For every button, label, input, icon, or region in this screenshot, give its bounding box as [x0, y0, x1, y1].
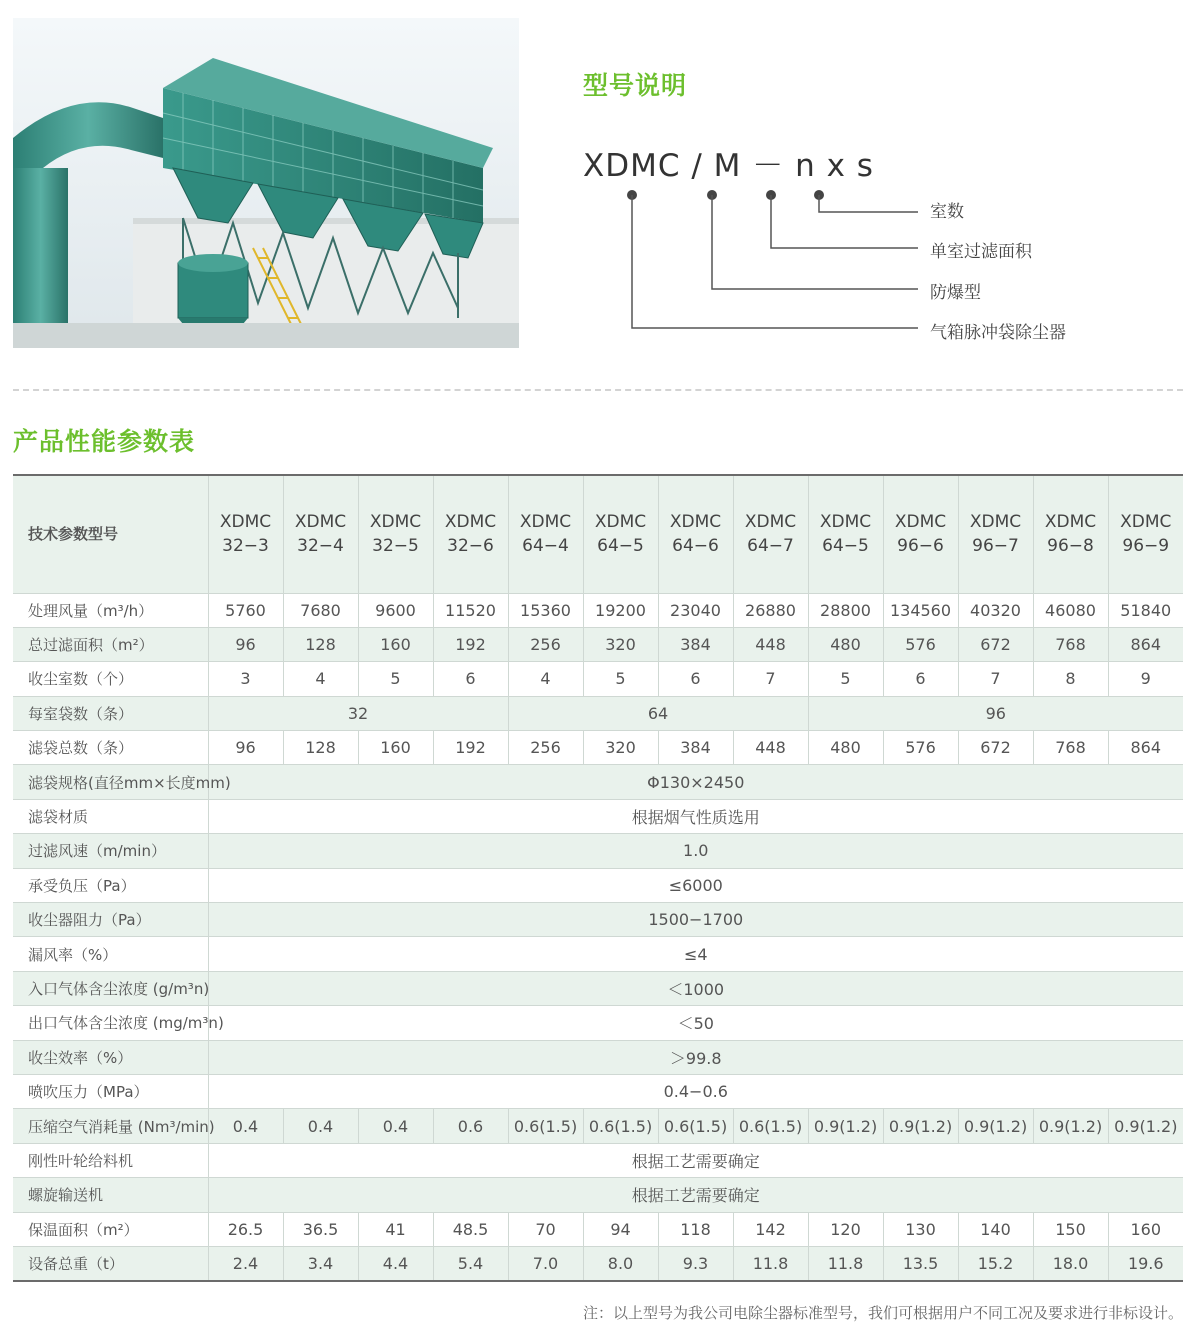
table-row — [13, 593, 1183, 627]
table-cell: 1.0 — [208, 834, 1183, 868]
table-cell: 41 — [358, 1212, 433, 1246]
table-row — [13, 1040, 1183, 1074]
model-series: XDMC — [744, 512, 797, 533]
table-cell: 5.4 — [433, 1246, 508, 1280]
dust-collector-photo — [13, 18, 519, 348]
table-cell: ＜50 — [208, 1006, 1183, 1040]
table-cell: 5 — [358, 662, 433, 696]
table-cell: 448 — [733, 731, 808, 765]
parameter-label: 过滤风速（m/min） — [13, 834, 208, 868]
table-cell: 672 — [958, 627, 1033, 661]
table-row — [13, 662, 1183, 696]
table-cell: 128 — [283, 731, 358, 765]
table-cell: 576 — [883, 627, 958, 661]
parameter-label: 保温面积（m²） — [13, 1212, 208, 1246]
table-cell: 94 — [583, 1212, 658, 1246]
parameter-label: 收尘室数（个） — [13, 662, 208, 696]
table-cell: 480 — [808, 731, 883, 765]
model-size: 64−7 — [747, 536, 794, 557]
model-column-header — [208, 475, 283, 593]
model-size: 32−3 — [222, 536, 269, 557]
table-cell: 7680 — [283, 593, 358, 627]
table-cell: 0.6(1.5) — [658, 1109, 733, 1143]
table-cell: 23040 — [658, 593, 733, 627]
table-cell: ＞99.8 — [208, 1040, 1183, 1074]
model-series: XDMC — [219, 512, 272, 533]
model-series: XDMC — [519, 512, 572, 533]
model-column-header — [808, 475, 883, 593]
table-cell: 18.0 — [1033, 1246, 1108, 1280]
table-cell: 0.6(1.5) — [508, 1109, 583, 1143]
table-cell: 5 — [583, 662, 658, 696]
parameter-label: 处理风量（m³/h） — [13, 593, 208, 627]
model-heading: 型号说明 — [583, 71, 688, 100]
table-cell: 2.4 — [208, 1246, 283, 1280]
parameter-label: 总过滤面积（m²） — [13, 627, 208, 661]
table-cell: 9 — [1108, 662, 1183, 696]
model-column-header — [658, 475, 733, 593]
model-series: XDMC — [669, 512, 722, 533]
model-size: 32−4 — [297, 536, 344, 557]
parameter-label: 出口气体含尘浓度 (mg/m³n) — [13, 1006, 208, 1040]
table-cell: 256 — [508, 731, 583, 765]
table-cell: 根据工艺需要确定 — [208, 1178, 1183, 1212]
table-cell: 7.0 — [508, 1246, 583, 1280]
table-cell: 128 — [283, 627, 358, 661]
table-header-row — [13, 475, 1183, 593]
parameter-label: 滤袋总数（条） — [13, 731, 208, 765]
model-size: 96−9 — [1122, 536, 1170, 557]
table-row — [13, 627, 1183, 661]
table-cell: 864 — [1108, 627, 1183, 661]
model-column-header — [1108, 475, 1183, 593]
table-cell: 0.4 — [208, 1109, 283, 1143]
table-cell: 46080 — [1033, 593, 1108, 627]
table-cell: 4 — [283, 662, 358, 696]
parameter-label: 承受负压（Pa） — [13, 868, 208, 902]
table-cell: 142 — [733, 1212, 808, 1246]
table-row — [13, 731, 1183, 765]
model-column-header — [433, 475, 508, 593]
table-cell: 64 — [508, 696, 808, 730]
table-cell: 0.9(1.2) — [808, 1109, 883, 1143]
parameter-label: 收尘效率（%） — [13, 1040, 208, 1074]
table-cell: 0.6(1.5) — [733, 1109, 808, 1143]
table-cell: 6 — [883, 662, 958, 696]
table-cell: 3.4 — [283, 1246, 358, 1280]
table-cell: 7 — [733, 662, 808, 696]
model-size: 96−7 — [972, 536, 1019, 557]
table-cell: 3 — [208, 662, 283, 696]
table-cell: 192 — [433, 731, 508, 765]
table-cell: 120 — [808, 1212, 883, 1246]
table-cell: 0.6(1.5) — [583, 1109, 658, 1143]
table-cell: 96 — [208, 731, 283, 765]
model-size: 64−5 — [822, 536, 869, 557]
table-cell: 11520 — [433, 593, 508, 627]
table-cell: 96 — [208, 627, 283, 661]
table-row — [13, 1143, 1183, 1177]
table-cell: 13.5 — [883, 1246, 958, 1280]
footnote: 注：以上型号为我公司电除尘器标准型号，我们可根据用户不同工况及要求进行非标设计。 — [582, 1304, 1183, 1322]
label-single-room-filter-area: 单室过滤面积 — [930, 242, 1032, 262]
table-cell: 11.8 — [733, 1246, 808, 1280]
table-cell: 根据工艺需要确定 — [208, 1143, 1183, 1177]
table-cell: 0.9(1.2) — [883, 1109, 958, 1143]
parameter-label: 滤袋材质 — [13, 799, 208, 833]
table-cell: 864 — [1108, 731, 1183, 765]
table-cell: 192 — [433, 627, 508, 661]
table-cell: 8 — [1033, 662, 1108, 696]
table-cell: 320 — [583, 731, 658, 765]
model-series: XDMC — [294, 512, 347, 533]
table-cell: 448 — [733, 627, 808, 661]
table-row — [13, 937, 1183, 971]
model-series: XDMC — [819, 512, 872, 533]
parameter-label: 喷吹压力（MPa） — [13, 1074, 208, 1108]
table-cell: ＜1000 — [208, 971, 1183, 1005]
table-cell: 5 — [808, 662, 883, 696]
model-code: XDMC / M － n x s — [583, 148, 874, 184]
model-size: 32−5 — [372, 536, 419, 557]
table-cell: 5760 — [208, 593, 283, 627]
table-cell: 130 — [883, 1212, 958, 1246]
table-cell: 768 — [1033, 731, 1108, 765]
table-cell: 7 — [958, 662, 1033, 696]
table-cell: 384 — [658, 627, 733, 661]
table-cell: 6 — [433, 662, 508, 696]
parameter-label: 漏风率（%） — [13, 937, 208, 971]
table-row — [13, 1246, 1183, 1280]
model-series: XDMC — [369, 512, 422, 533]
parameter-label: 每室袋数（条） — [13, 696, 208, 730]
table-cell: 0.9(1.2) — [1108, 1109, 1183, 1143]
table-cell: 0.9(1.2) — [958, 1109, 1033, 1143]
table-row — [13, 903, 1183, 937]
table-cell: ≤4 — [208, 937, 1183, 971]
table-cell: 26880 — [733, 593, 808, 627]
parameter-label: 收尘器阻力（Pa） — [13, 903, 208, 937]
table-cell: 160 — [358, 627, 433, 661]
table-cell: 134560 — [883, 593, 958, 627]
table-cell: 480 — [808, 627, 883, 661]
table-cell: Φ130×2450 — [208, 765, 1183, 799]
label-explosion-proof: 防爆型 — [930, 283, 981, 303]
table-cell: 26.5 — [208, 1212, 283, 1246]
model-series: XDMC — [1044, 512, 1097, 533]
model-column-header — [283, 475, 358, 593]
table-cell: 150 — [1033, 1212, 1108, 1246]
table-cell: 768 — [1033, 627, 1108, 661]
model-size: 64−4 — [522, 536, 569, 557]
header-label: 技术参数型号 — [13, 475, 208, 593]
table-cell: 48.5 — [433, 1212, 508, 1246]
table-cell: 4 — [508, 662, 583, 696]
table-cell: 19.6 — [1108, 1246, 1183, 1280]
section-divider — [13, 389, 1183, 391]
model-size: 96−6 — [897, 536, 944, 557]
table-cell: 70 — [508, 1212, 583, 1246]
model-series: XDMC — [594, 512, 647, 533]
parameter-label: 滤袋规格(直径mm×长度mm) — [13, 765, 208, 799]
table-cell: 8.0 — [583, 1246, 658, 1280]
table-heading: 产品性能参数表 — [13, 427, 196, 456]
label-room-count: 室数 — [930, 202, 964, 222]
table-cell: 118 — [658, 1212, 733, 1246]
parameter-label: 刚性叶轮给料机 — [13, 1143, 208, 1177]
model-column-header — [883, 475, 958, 593]
table-cell: 320 — [583, 627, 658, 661]
table-cell: 672 — [958, 731, 1033, 765]
model-series: XDMC — [444, 512, 497, 533]
table-row — [13, 834, 1183, 868]
model-column-header — [958, 475, 1033, 593]
table-row — [13, 1212, 1183, 1246]
table-cell: 根据烟气性质选用 — [208, 799, 1183, 833]
label-pulse-bag-collector: 气箱脉冲袋除尘器 — [930, 323, 1066, 343]
table-cell: 19200 — [583, 593, 658, 627]
table-cell: 96 — [808, 696, 1183, 730]
table-cell: 0.4−0.6 — [208, 1074, 1183, 1108]
model-size: 64−6 — [672, 536, 719, 557]
table-cell: 9600 — [358, 593, 433, 627]
model-column-header — [733, 475, 808, 593]
model-column-header — [1033, 475, 1108, 593]
table-cell: 0.4 — [283, 1109, 358, 1143]
model-size: 32−6 — [447, 536, 494, 557]
parameter-label: 螺旋输送机 — [13, 1178, 208, 1212]
model-series: XDMC — [894, 512, 947, 533]
table-row — [13, 1109, 1183, 1143]
table-cell: 0.4 — [358, 1109, 433, 1143]
model-size: 96−8 — [1047, 536, 1094, 557]
table-cell: 15.2 — [958, 1246, 1033, 1280]
table-cell: 51840 — [1108, 593, 1183, 627]
model-series: XDMC — [969, 512, 1022, 533]
performance-parameter-table — [13, 474, 1183, 1282]
table-cell: 256 — [508, 627, 583, 661]
table-row — [13, 1178, 1183, 1212]
table-cell: 384 — [658, 731, 733, 765]
table-cell: 1500−1700 — [208, 903, 1183, 937]
table-cell: 15360 — [508, 593, 583, 627]
table-row — [13, 1074, 1183, 1108]
table-row — [13, 696, 1183, 730]
table-cell: 0.9(1.2) — [1033, 1109, 1108, 1143]
table-row — [13, 765, 1183, 799]
table-cell: 576 — [883, 731, 958, 765]
table-cell: 32 — [208, 696, 508, 730]
table-cell: 160 — [358, 731, 433, 765]
table-cell: 9.3 — [658, 1246, 733, 1280]
model-column-header — [583, 475, 658, 593]
table-cell: ≤6000 — [208, 868, 1183, 902]
table-row — [13, 971, 1183, 1005]
table-row — [13, 799, 1183, 833]
table-cell: 36.5 — [283, 1212, 358, 1246]
table-cell: 160 — [1108, 1212, 1183, 1246]
table-cell: 28800 — [808, 593, 883, 627]
model-column-header — [358, 475, 433, 593]
model-series: XDMC — [1120, 512, 1172, 533]
table-cell: 4.4 — [358, 1246, 433, 1280]
table-row — [13, 1006, 1183, 1040]
table-cell: 11.8 — [808, 1246, 883, 1280]
parameter-label: 压缩空气消耗量 (Nm³/min) — [13, 1109, 208, 1143]
model-column-header — [508, 475, 583, 593]
parameter-label: 设备总重（t） — [13, 1246, 208, 1280]
table-cell: 6 — [658, 662, 733, 696]
table-cell: 140 — [958, 1212, 1033, 1246]
table-row — [13, 868, 1183, 902]
model-size: 64−5 — [597, 536, 644, 557]
parameter-label: 入口气体含尘浓度 (g/m³n) — [13, 971, 208, 1005]
table-cell: 0.6 — [433, 1109, 508, 1143]
table-cell: 40320 — [958, 593, 1033, 627]
